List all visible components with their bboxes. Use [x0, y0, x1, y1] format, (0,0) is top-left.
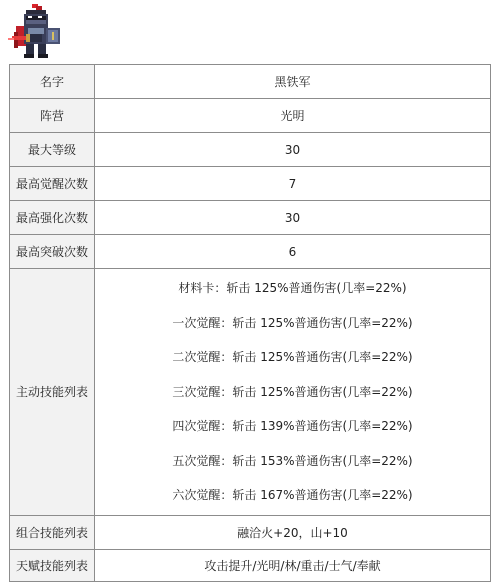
row-value: 30 — [95, 133, 491, 167]
row-max-level — [10, 133, 491, 167]
skill-list-cell — [95, 269, 491, 516]
row-value: 光明 — [95, 99, 491, 133]
skill-list — [95, 269, 490, 515]
row-label: 名字 — [10, 65, 95, 99]
character-info-table — [9, 64, 491, 582]
row-max-enhance — [10, 201, 491, 235]
knight-sprite-icon — [8, 4, 68, 60]
row-label: 天赋技能列表 — [10, 549, 95, 581]
row-label: 主动技能列表 — [10, 269, 95, 516]
row-label: 阵营 — [10, 99, 95, 133]
row-name — [10, 65, 491, 99]
row-value: 7 — [95, 167, 491, 201]
skill-item: 四次觉醒：斩击 139%普通伤害(几率=22%) — [172, 419, 413, 433]
skill-item: 五次觉醒：斩击 153%普通伤害(几率=22%) — [172, 453, 413, 468]
row-combo-skills — [10, 515, 491, 549]
row-talent-skills — [10, 549, 491, 581]
row-label: 最高觉醒次数 — [10, 167, 95, 201]
row-label: 最大等级 — [10, 133, 95, 167]
row-label: 最高强化次数 — [10, 201, 95, 235]
skill-item: 三次觉醒：斩击 125%普通伤害(几率=22%) — [172, 384, 413, 399]
row-faction — [10, 99, 491, 133]
row-value: 30 — [95, 201, 491, 235]
skill-item: 二次觉醒：斩击 125%普通伤害(几率=22%) — [172, 350, 413, 364]
row-value: 6 — [95, 235, 491, 269]
row-label: 组合技能列表 — [10, 515, 95, 549]
skill-item: 一次觉醒：斩击 125%普通伤害(几率=22%) — [172, 315, 413, 330]
row-value: 攻击提升/光明/林/重击/士气/奉献 — [95, 549, 491, 581]
row-active-skills — [10, 269, 491, 516]
row-value: 融洽火+20，山+10 — [95, 515, 491, 549]
row-value: 黑铁军 — [95, 65, 491, 99]
row-max-awaken — [10, 167, 491, 201]
skill-item: 六次觉醒：斩击 167%普通伤害(几率=22%) — [172, 488, 413, 502]
character-sprite — [8, 4, 68, 60]
row-max-break — [10, 235, 491, 269]
row-label: 最高突破次数 — [10, 235, 95, 269]
skill-item: 材料卡：斩击 125%普通伤害(几率=22%) — [178, 281, 407, 295]
